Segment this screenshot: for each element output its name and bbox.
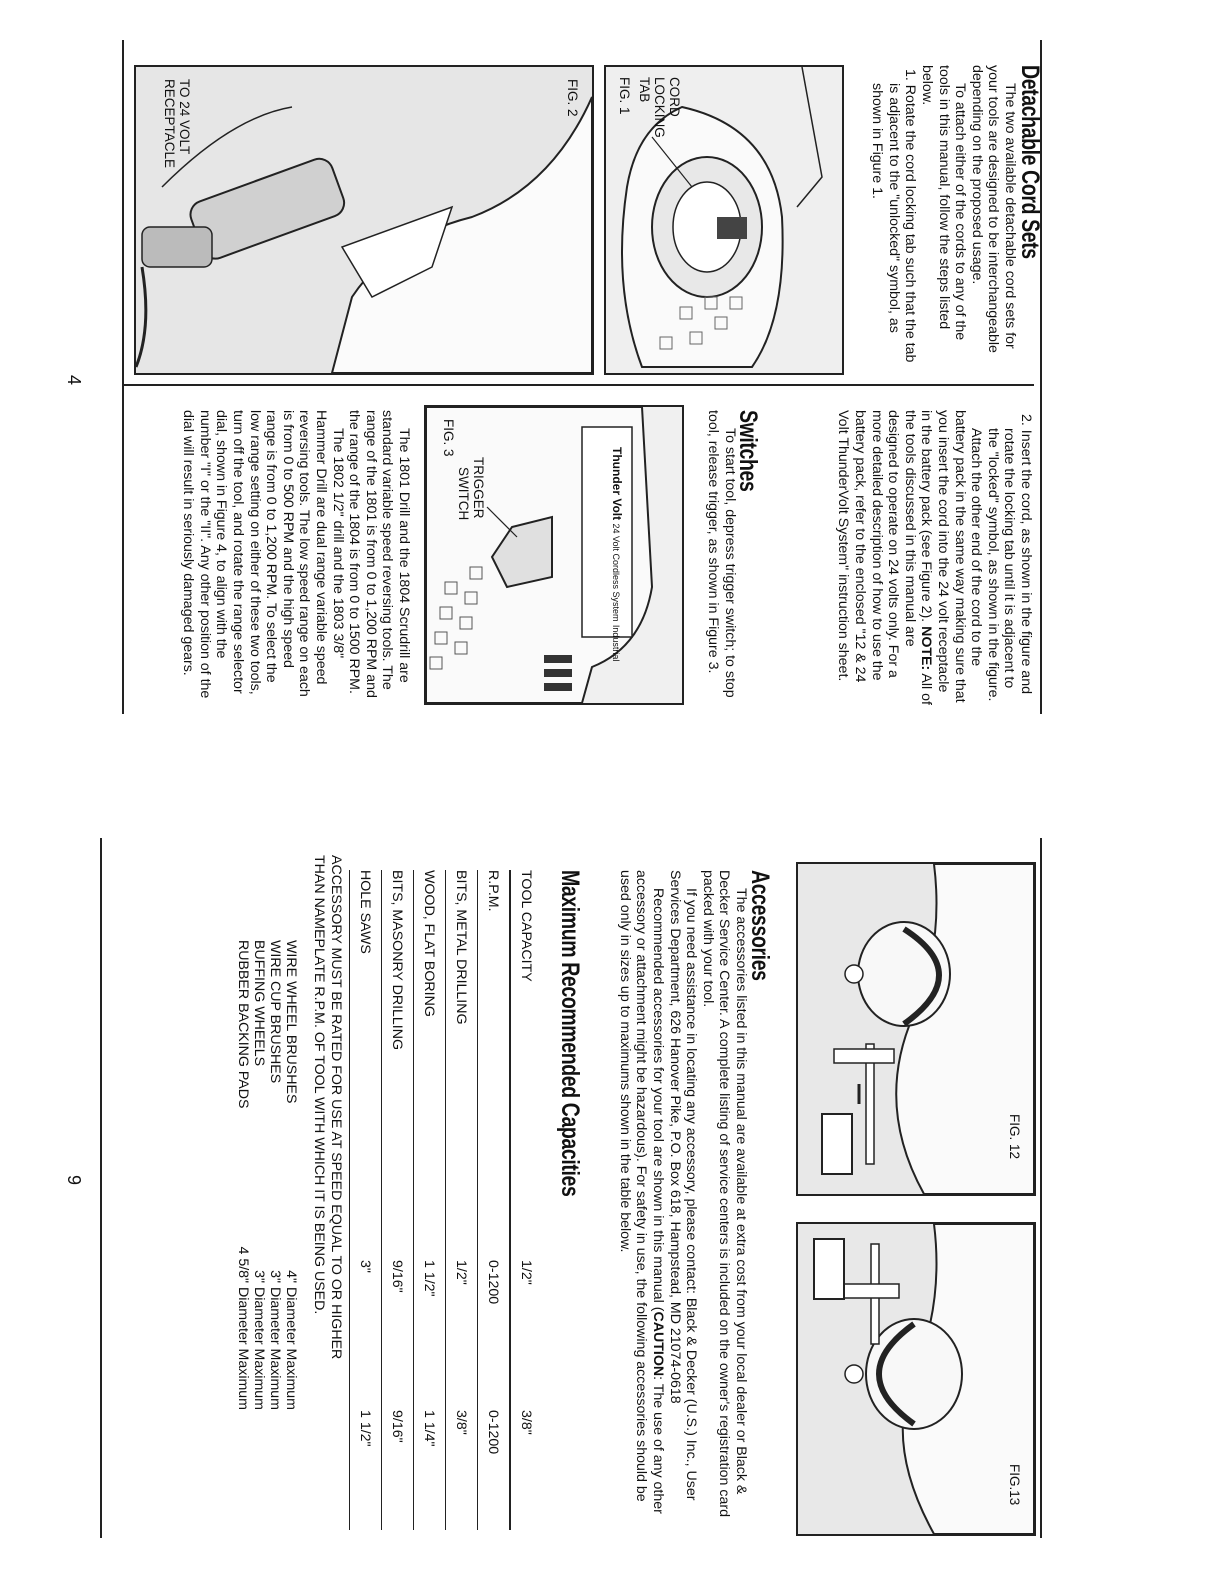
fig1-caption: FIG. 1 (617, 77, 632, 115)
page-number-left: 4 (64, 375, 84, 386)
column-divider-left (124, 384, 1034, 386)
drill-p2: The 1802 1/2" drill and the 1803 3/8" Hammer Drill are dual range variable speed reversing tools. The low speed range on each is from 0 to 500 RPM and the high speed range is from 0 to 1,200 RPM. To select the low range setting on either of these two tools, turn off the tool, and rotate the range selector dial, shown in Figure 4, to align with the number "I" or the "II". Any other position of the dial will result in seriously damaged gears. (180, 410, 346, 699)
fig2-caption: FIG. 2 (565, 79, 580, 117)
capacity-label: BITS, MASONRY DRILLING (382, 870, 414, 1260)
accessories-text (616, 870, 749, 1530)
accessories-p1: The accessories listed in this manual are available at extra cost from your local dealer or Black & Decker Service Center. A complete listing of service centers is included on the owner's registration card packed with your tool. (699, 870, 749, 1517)
capacity-value-2: 1 1/2" (350, 1410, 382, 1530)
accessory-item (251, 900, 267, 1410)
capacity-value-2: 0-1200 (478, 1410, 511, 1530)
capacity-row (350, 870, 382, 1530)
capacity-value-1: 0-1200 (478, 1260, 511, 1410)
switches-heading: Switches (734, 410, 762, 492)
mid-rule-left (122, 40, 124, 714)
capacities-heading: Maximum Recommended Capacities (556, 870, 584, 1197)
fig3-brand: Thunder Volt 24 Volt Cordless System Industrial (610, 447, 624, 662)
capacity-row (446, 870, 478, 1530)
detachable-p2: To attach either of the cords to any of the tools in this manual, follow the steps listed below. (919, 65, 969, 341)
accessory-size: 3" Diameter Maximum (267, 1270, 283, 1410)
accessory-size: 4" Diameter Maximum (283, 1270, 299, 1410)
accessory-name: RUBBER BACKING PADS (235, 940, 251, 1109)
accessories-p2: If you need assistance in locating any accessory, please contact: Black & Decker (U.S.) Inc., User Services Department, 626 Hanover Pike, P.O. Box 618, Hampstead, MD 21074-0618 (666, 870, 700, 1501)
fig3-label: TRIGGER SWITCH (456, 457, 486, 521)
capacity-value-2: 3/8" (510, 1410, 542, 1530)
detachable-step2: 2. Insert the cord, as shown in the figure and rotate the locking tab until it is adjacent to the "locked" symbol, as shown in the figure. (984, 414, 1034, 702)
bottom-rule-right (100, 838, 102, 1538)
switches-p1: To start tool, depress trigger switch; to stop tool, release trigger, as shown in Figure 3. (705, 410, 738, 698)
fig13-caption: FIG.13 (1007, 1464, 1022, 1506)
figure-1 (604, 65, 844, 375)
detachable-continued (835, 410, 1034, 705)
top-rule-right (1040, 838, 1042, 1538)
fig12-caption: FIG. 12 (1007, 1114, 1022, 1160)
accessories-heading: Accessories (746, 870, 774, 981)
figure-13 (796, 1222, 1036, 1536)
capacity-label: WOOD, FLAT BORING (414, 870, 446, 1260)
detachable-heading: Detachable Cord Sets (1016, 65, 1044, 259)
fig3-caption: FIG. 3 (441, 419, 456, 457)
figure-2 (134, 65, 594, 375)
capacity-label: R.P.M. (478, 870, 511, 1260)
capacity-value-1: 1/2" (510, 1260, 542, 1410)
accessory-item (283, 900, 299, 1410)
capacity-value-2: 1 1/4" (414, 1410, 446, 1530)
capacity-label: TOOL CAPACITY (510, 870, 542, 1260)
accessory-item (267, 900, 283, 1410)
fig3-drawing (426, 407, 682, 703)
fig13-drawing (798, 1224, 1034, 1534)
accessory-name: WIRE WHEEL BRUSHES (283, 940, 299, 1104)
detachable-step1: 1. Rotate the cord locking tab such that the tab is adjacent to the "unlocked" symbol, as shown in Figure 1. (869, 69, 919, 363)
accessory-name: BUFFING WHEELS (251, 940, 267, 1067)
capacity-value-2: 9/16" (382, 1410, 414, 1530)
capacity-value-1: 1 1/2" (414, 1260, 446, 1410)
capacities-table (349, 870, 542, 1530)
switches-text (705, 410, 738, 705)
capacity-row (414, 870, 446, 1530)
fig1-label: CORD LOCKING TAB (637, 77, 682, 138)
figure-3 (424, 405, 684, 705)
detachable-p1: The two available detachable cord sets for your tools are designed to be interchangeable depending on the proposed usage. (968, 65, 1018, 353)
capacity-row (510, 870, 542, 1530)
rating-warning: ACCESSORY MUST BE RATED FOR USE AT SPEED EQUAL TO OR HIGHER THAN NAMEPLATE R.P.M. OF TOOL WITH WHICH IT IS BEING USED. (311, 855, 344, 1360)
accessory-item (235, 900, 251, 1410)
capacity-label: HOLE SAWS (350, 870, 382, 1260)
capacity-value-1: 1/2" (446, 1260, 478, 1410)
capacity-row (478, 870, 511, 1530)
detachable-p3: Attach the other end of the cord to the battery pack in the same way making sure that you insert the cord into the 24 volt receptacle in the battery pack (see Figure 2). NOTE: All of the tools discussed in this manual are designed to operate on 24 volts only. For a more detailed description of how to use the battery pack, refer to the enclosed "12 & 24 Volt ThunderVolt System" instruction sheet. (835, 410, 985, 705)
capacity-label: BITS, METAL DRILLING (446, 870, 478, 1260)
detachable-text (869, 65, 1018, 370)
drill-text (180, 410, 412, 705)
accessory-size: 3" Diameter Maximum (251, 1270, 267, 1410)
capacity-value-1: 9/16" (382, 1260, 414, 1410)
page-number-right: 9 (64, 1175, 84, 1186)
drill-p1: The 1801 Drill and the 1804 Scrudrill are standard variable speed reversing tools. The range of the 1801 is from 0 to 1,200 RPM and the range of the 1804 is from 0 to 1500 RPM. (346, 410, 412, 698)
accessory-list (235, 900, 299, 1410)
fig2-drawing (136, 67, 592, 373)
capacity-row (382, 870, 414, 1530)
capacity-value-1: 3" (350, 1260, 382, 1410)
fig2-label: TO 24 VOLT RECEPTACLE (162, 79, 192, 169)
accessory-size: 4 5/8" Diameter Maximum (235, 1246, 251, 1410)
accessory-name: WIRE CUP BRUSHES (267, 940, 283, 1084)
fig12-drawing (798, 864, 1034, 1194)
capacity-value-2: 3/8" (446, 1410, 478, 1530)
accessories-p3: Recommended accessories for your tool are shown in this manual (CAUTION: The use of any other accessory or attachment might be hazardous). For safety in use, the following accessories should be used only in sizes up to maximums shown in the table below. (616, 870, 667, 1514)
figure-12 (796, 862, 1036, 1196)
